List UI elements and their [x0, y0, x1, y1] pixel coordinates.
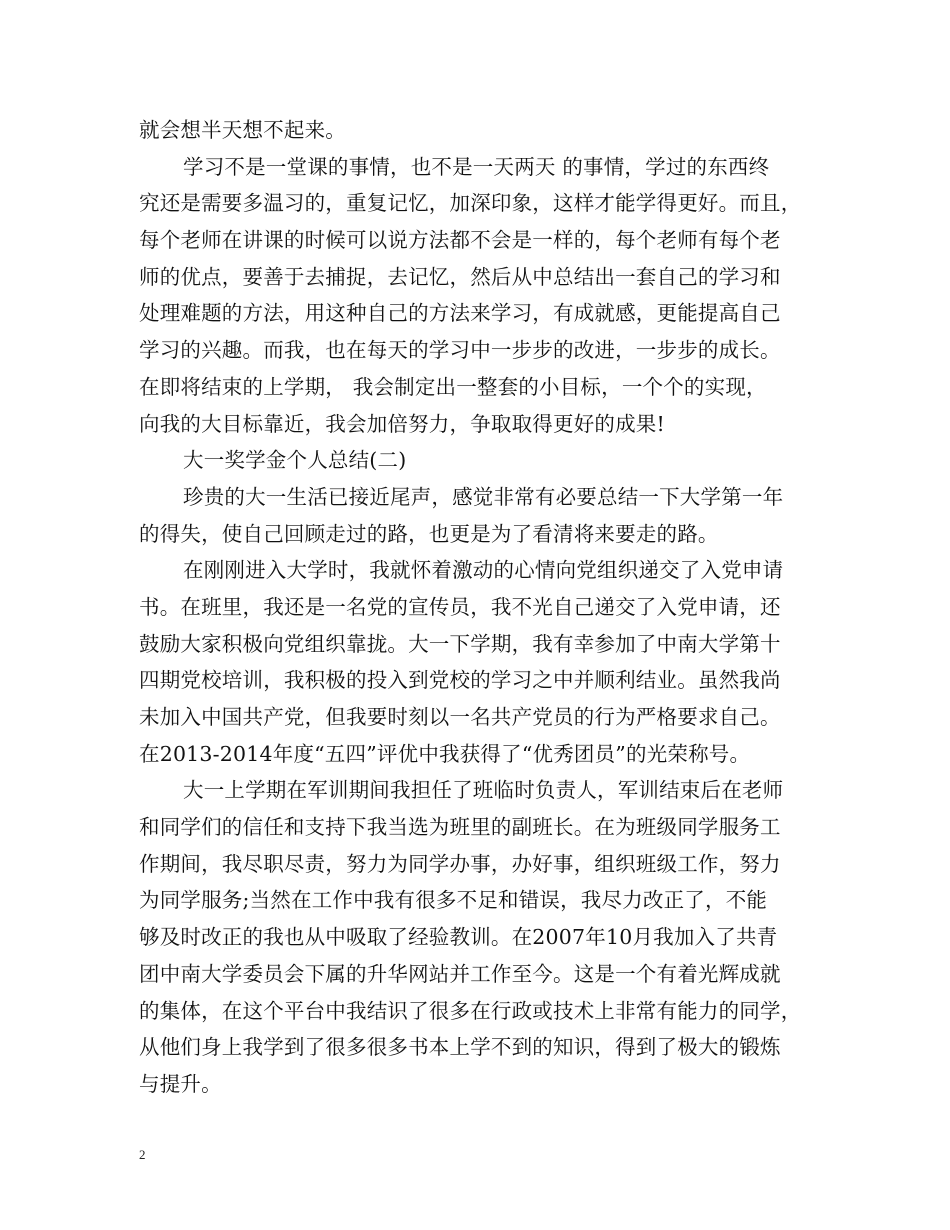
paragraph-start-line: 在刚刚进入大学时，我就怀着激动的心情向党组织递交了入党申请 — [183, 558, 784, 583]
document-body — [139, 112, 829, 1103]
paragraph-start-line: 珍贵的大一生活已接近尾声，感觉非常有必要总结一下大学第一年 — [183, 484, 784, 509]
text-line: 鼓励大家积极向党组织靠拢。大一下学期，我有幸参加了中南大学第十 — [139, 631, 781, 656]
text-line: 为同学服务;当然在工作中我有很多不足和错误，我尽力改正了，不能 — [139, 888, 768, 913]
paragraph-start-line: 大一上学期在军训期间我担任了班临时负责人，军训结束后在老师 — [183, 778, 784, 803]
paragraph-start-line: 学习不是一堂课的事情，也不是一天两天 的事情，学过的东西终 — [183, 154, 770, 179]
text-line: 每个老师在讲课的时候可以说方法都不会是一样的，每个老师有每个老 — [139, 228, 781, 253]
text-line: 书。在班里，我还是一名党的宣传员，我不光自己递交了入党申请，还 — [139, 594, 781, 619]
text-line: 学习的兴趣。而我，也在每天的学习中一步步的改进，一步步的成长。 — [139, 338, 781, 363]
text-line: 四期党校培训，我积极的投入到党校的学习之中并顺利结业。虽然我尚 — [139, 668, 781, 693]
text-line: 师的优点，要善于去捕捉，去记忆，然后从中总结出一套自己的学习和 — [139, 264, 781, 289]
page-number: 2 — [139, 1147, 146, 1162]
text-line: 的得失，使自己回顾走过的路，也更是为了看清将来要走的路。 — [139, 521, 719, 546]
text-line: 团中南大学委员会下属的升华网站并工作至今。这是一个有着光辉成就 — [139, 961, 781, 986]
section-heading: 大一奖学金个人总结(二) — [183, 448, 407, 473]
text-line: 作期间，我尽职尽责，努力为同学办事，办好事，组织班级工作，努力 — [139, 851, 781, 876]
text-line: 的集体，在这个平台中我结识了很多在行政或技术上非常有能力的同学， — [139, 998, 802, 1023]
text-line: 和同学们的信任和支持下我当选为班里的副班长。在为班级同学服务工 — [139, 815, 781, 840]
text-line: 究还是需要多温习的，重复记忆，加深印象，这样才能学得更好。而且， — [139, 191, 802, 216]
text-line: 够及时改正的我也从中吸取了经验教训。在2007年10月我加入了共青 — [139, 925, 778, 950]
text-line: 在即将结束的上学期， 我会制定出一整套的小目标，一个个的实现， — [139, 374, 767, 399]
text-line: 从他们身上我学到了很多很多书本上学不到的知识，得到了极大的锻炼 — [139, 1035, 781, 1060]
text-line: 未加入中国共产党，但我要时刻以一名共产党员的行为严格要求自己。 — [139, 705, 781, 729]
text-line: 就会想半天想不起来。 — [139, 118, 346, 142]
text-line: 与提升。 — [139, 1071, 222, 1096]
text-line: 处理难题的方法，用这种自己的方法来学习，有成就感，更能提高自己 — [139, 301, 781, 326]
text-line: 向我的大目标靠近，我会加倍努力，争取取得更好的成果! — [139, 411, 665, 436]
text-line: 在2013-2014年度“五四”评优中我获得了“优秀团员”的光荣称号。 — [139, 741, 751, 766]
